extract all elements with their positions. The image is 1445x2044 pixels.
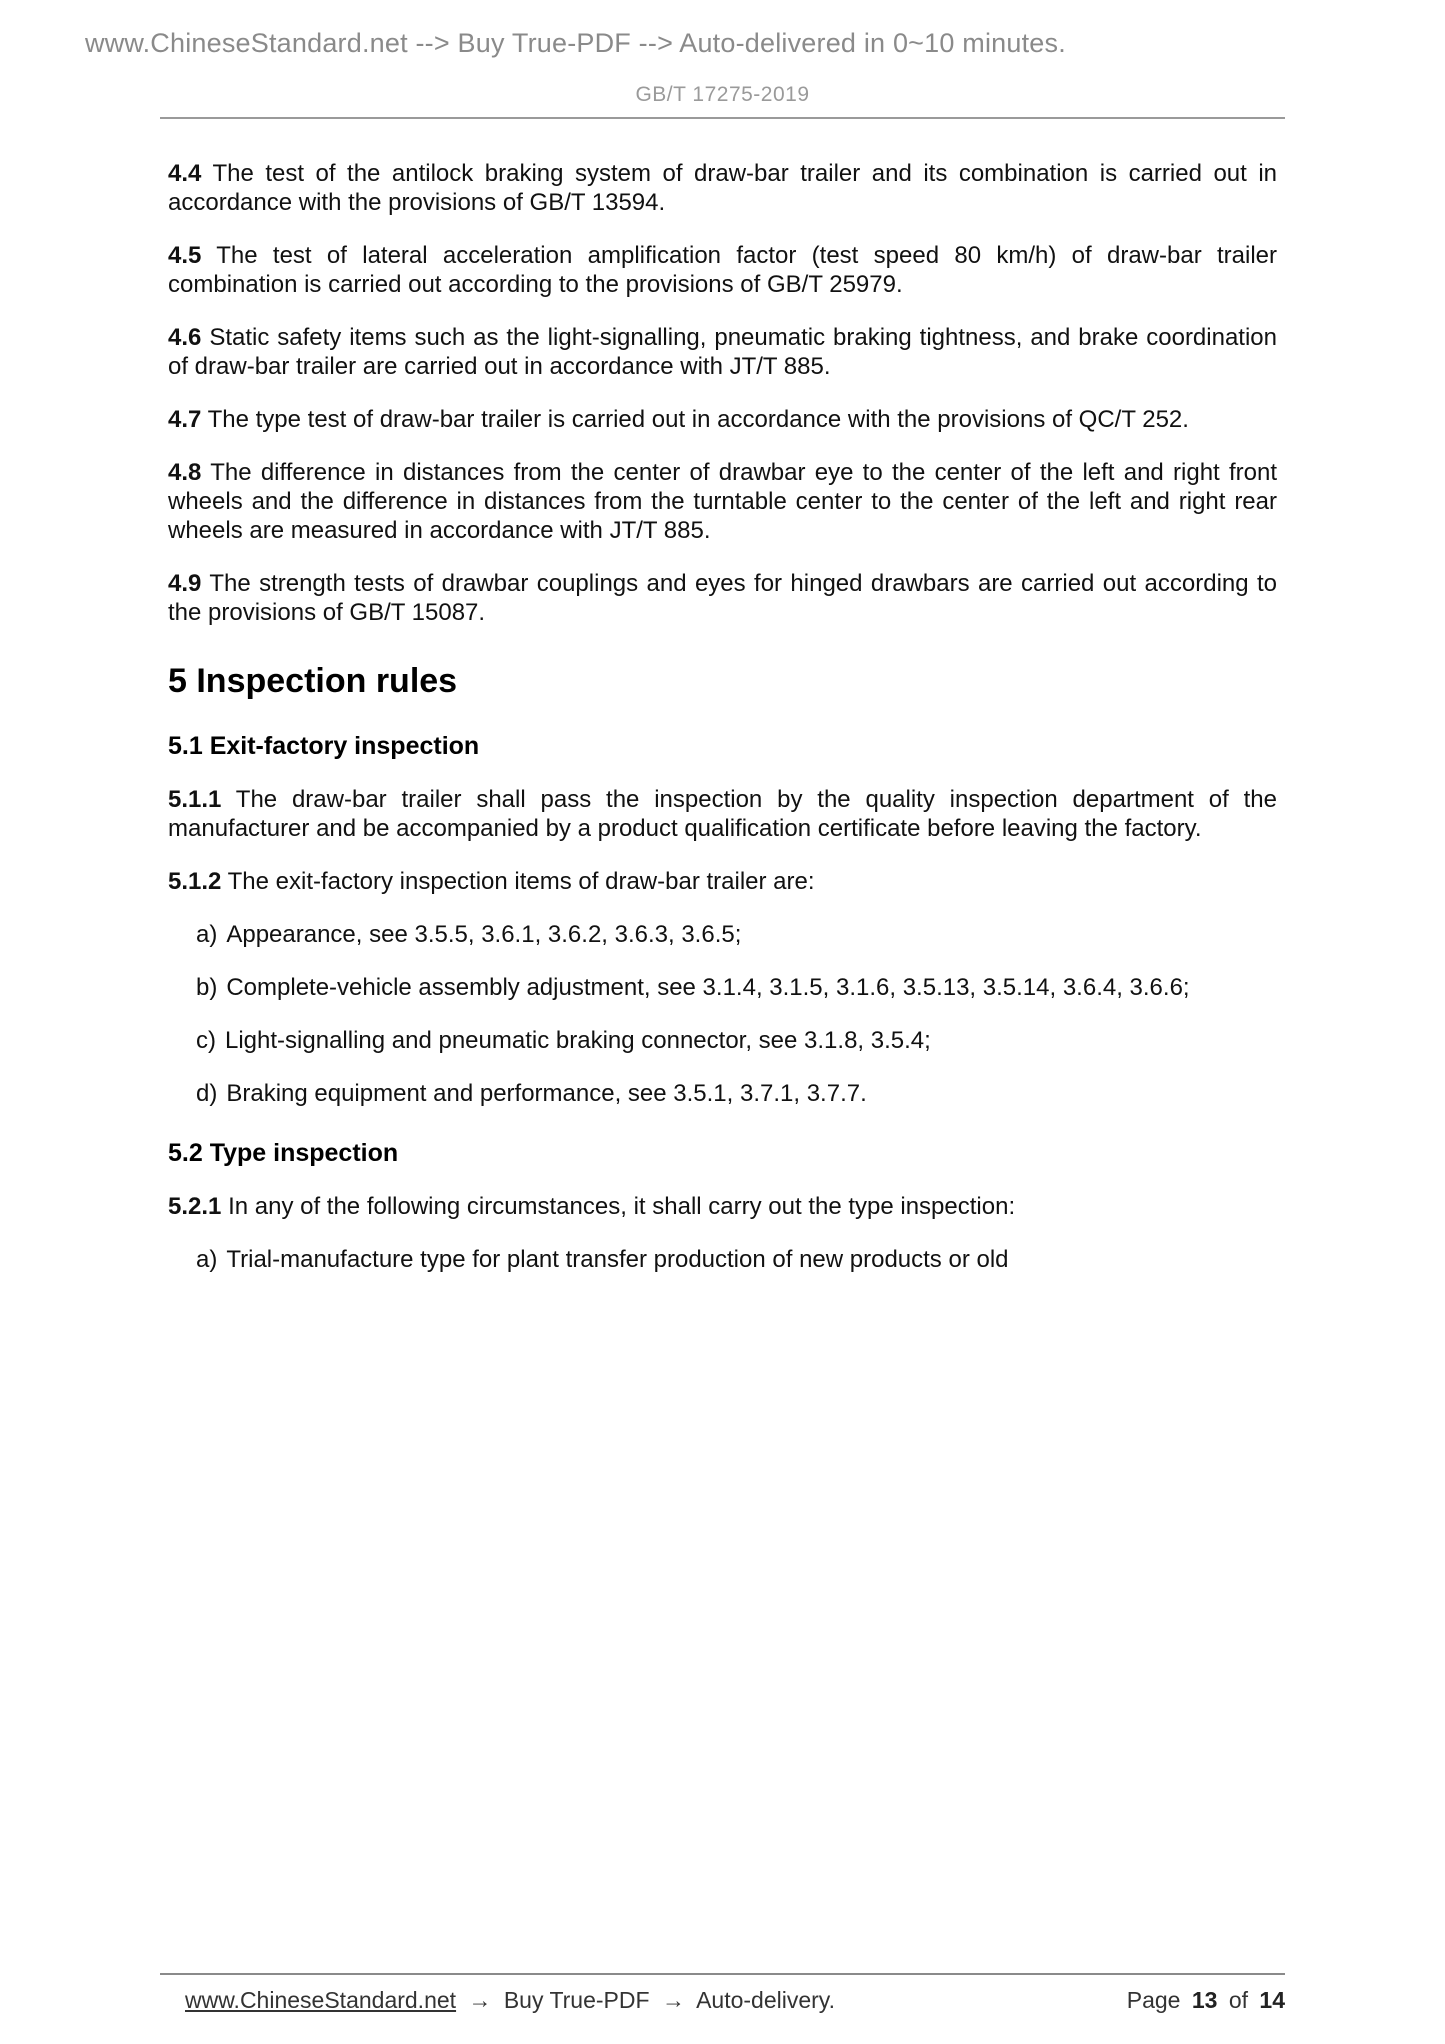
paragraph xyxy=(168,569,1277,627)
list-item-text: Trial-manufacture type for plant transfer production of new products or old xyxy=(226,1246,1009,1273)
of-word: of xyxy=(1228,1987,1249,2013)
list-item xyxy=(168,973,1277,1002)
page-indicator xyxy=(1122,1987,1285,2014)
paragraph xyxy=(168,1192,1277,1221)
clause-number: 4.6 xyxy=(168,324,202,351)
clause-number: 4.4 xyxy=(168,160,202,187)
paragraph-text: The draw-bar trailer shall pass the inspection by the quality inspection department of the manufacturer and be accompanied by a product qualification certificate before leaving the factory. xyxy=(168,786,1277,842)
footer-delivery-text: Auto-delivery. xyxy=(696,1987,835,2013)
footer-promo xyxy=(160,1987,835,2014)
paragraph-text: The type test of draw-bar trailer is carried out in accordance with the provisions of QC/T 252. xyxy=(207,406,1189,433)
page-word: Page xyxy=(1126,1987,1181,2013)
clause-number: 4.7 xyxy=(168,406,202,433)
clause-number: 5.2.1 xyxy=(168,1193,222,1220)
paragraph xyxy=(168,405,1277,434)
section-heading: 5 Inspection rules xyxy=(168,662,458,700)
clause-number: 4.9 xyxy=(168,570,202,597)
clause-number: 4.5 xyxy=(168,242,202,269)
document-body xyxy=(0,119,1445,1274)
list-item xyxy=(168,1079,1277,1108)
page-footer xyxy=(160,1973,1285,2014)
page-current-number: 13 xyxy=(1191,1987,1218,2013)
paragraph xyxy=(168,458,1277,545)
page-total-number: 14 xyxy=(1259,1987,1285,2013)
list-item-text: Complete-vehicle assembly adjustment, see 3.1.4, 3.1.5, 3.1.6, 3.5.13, 3.5.14, 3.6.4, 3.6.6; xyxy=(226,974,1190,1001)
paragraph-text: The test of the antilock braking system of draw-bar trailer and its combination is carried out in accordance with the provisions of GB/T 13594. xyxy=(168,160,1277,216)
document-number: GB/T 17275-2019 xyxy=(635,83,810,106)
paragraph-text: The test of lateral acceleration amplification factor (test speed 80 km/h) of draw-bar trailer combination is carried out according to the provisions of GB/T 25979. xyxy=(168,242,1277,298)
header-promo-text: www.ChineseStandard.net --> Buy True-PDF --> Auto-delivered in 0~10 minutes. xyxy=(85,28,1066,58)
list-marker: b) xyxy=(196,974,218,1001)
paragraph xyxy=(168,785,1277,843)
list-marker: c) xyxy=(196,1027,216,1054)
subsection-heading: 5.1 Exit-factory inspection xyxy=(168,732,480,760)
subsection-heading: 5.2 Type inspection xyxy=(168,1139,399,1167)
footer-buy-text: Buy True-PDF xyxy=(503,1987,650,2013)
list-item xyxy=(168,920,1277,949)
paragraph-text: Static safety items such as the light-signalling, pneumatic braking tightness, and brake coordination of draw-bar trailer are carried out in accordance with JT/T 885. xyxy=(168,324,1278,380)
list-item xyxy=(168,1245,1277,1274)
paragraph xyxy=(168,159,1277,217)
list-marker: a) xyxy=(196,921,218,948)
paragraph-text: The difference in distances from the center of drawbar eye to the center of the left and right front wheels and the difference in distances from the turntable center to the center of the left and right rear wheels are measured in accordance with JT/T 885. xyxy=(168,459,1277,544)
page-header xyxy=(0,28,1445,119)
clause-number: 5.1.1 xyxy=(168,786,222,813)
paragraph xyxy=(168,323,1277,381)
list-item-text: Appearance, see 3.5.5, 3.6.1, 3.6.2, 3.6.3, 3.6.5; xyxy=(226,921,742,948)
paragraph-text: The exit-factory inspection items of draw-bar trailer are: xyxy=(227,868,815,895)
list-item xyxy=(168,1026,1277,1055)
paragraph-text: The strength tests of drawbar couplings and eyes for hinged drawbars are carried out according to the provisions of GB/T 15087. xyxy=(168,570,1277,626)
paragraph xyxy=(168,867,1277,896)
list-marker: d) xyxy=(196,1080,218,1107)
footer-link[interactable]: www.ChineseStandard.net xyxy=(185,1987,457,2013)
list-marker: a) xyxy=(196,1246,218,1273)
clause-number: 4.8 xyxy=(168,459,202,486)
paragraph xyxy=(168,241,1277,299)
clause-number: 5.1.2 xyxy=(168,868,222,895)
paragraph-text: In any of the following circumstances, it shall carry out the type inspection: xyxy=(228,1193,1016,1220)
list-item-text: Braking equipment and performance, see 3.5.1, 3.7.1, 3.7.7. xyxy=(226,1080,867,1107)
right-arrow-icon: → xyxy=(468,1987,492,2013)
list-item-text: Light-signalling and pneumatic braking connector, see 3.1.8, 3.5.4; xyxy=(225,1027,931,1054)
right-arrow-icon: → xyxy=(661,1987,685,2013)
